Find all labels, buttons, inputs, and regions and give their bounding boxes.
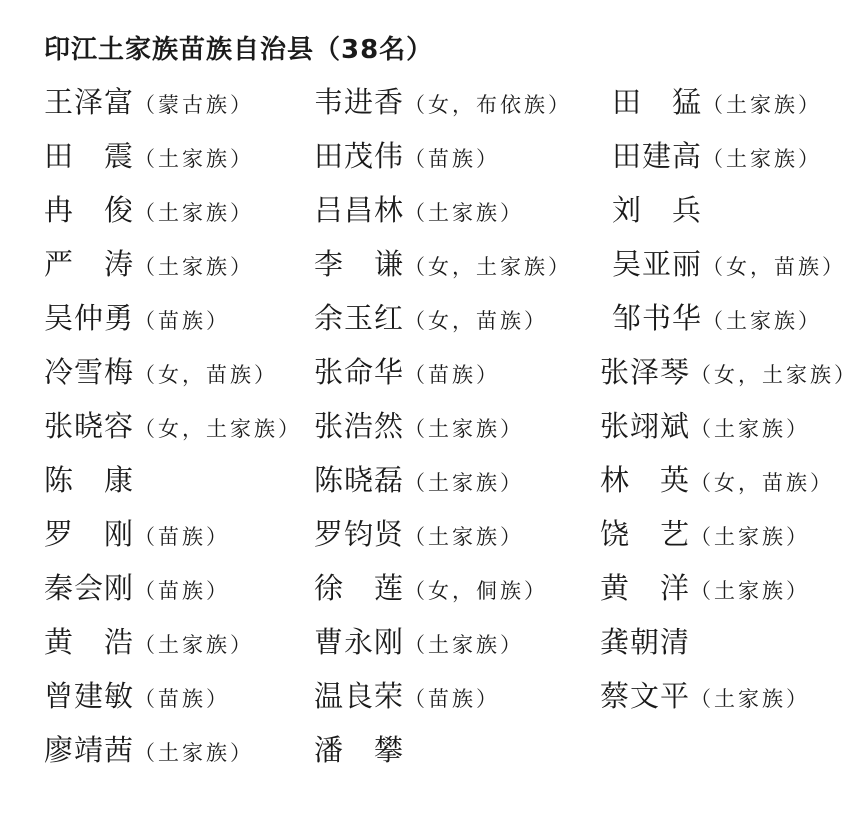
list-item bbox=[44, 733, 255, 767]
ethnicity-note: （土家族） bbox=[134, 633, 255, 657]
person-name: 徐 莲 bbox=[314, 571, 405, 605]
ethnicity-note: （苗族） bbox=[134, 309, 231, 333]
ethnicity-note: （女，苗族） bbox=[404, 309, 549, 333]
list-item bbox=[612, 301, 823, 335]
person-name: 蔡文平 bbox=[600, 679, 691, 713]
ethnicity-note: （苗族） bbox=[134, 579, 231, 603]
list-item bbox=[314, 463, 525, 497]
ethnicity-note: （土家族） bbox=[134, 255, 255, 279]
person-name: 龚朝清 bbox=[600, 625, 691, 659]
list-item bbox=[600, 463, 835, 497]
person-name: 张命华 bbox=[314, 355, 405, 389]
list-item bbox=[44, 409, 303, 443]
person-name: 张浩然 bbox=[314, 409, 405, 443]
ethnicity-note: （女，苗族） bbox=[690, 471, 835, 495]
list-item bbox=[612, 85, 823, 119]
list-item bbox=[600, 571, 811, 605]
name-row bbox=[0, 85, 862, 142]
list-item bbox=[600, 409, 811, 443]
ethnicity-note: （苗族） bbox=[134, 525, 231, 549]
person-name: 罗 刚 bbox=[44, 517, 135, 551]
person-name: 田 震 bbox=[44, 139, 135, 173]
ethnicity-note: （土家族） bbox=[690, 417, 811, 441]
list-item bbox=[314, 355, 501, 389]
list-item bbox=[600, 517, 811, 551]
name-row bbox=[0, 355, 862, 412]
person-name: 严 涛 bbox=[44, 247, 135, 281]
list-item bbox=[600, 355, 859, 389]
ethnicity-note: （土家族） bbox=[404, 471, 525, 495]
person-name: 冷雪梅 bbox=[44, 355, 135, 389]
ethnicity-note: （土家族） bbox=[702, 147, 823, 171]
person-name: 韦进香 bbox=[314, 85, 405, 119]
ethnicity-note: （土家族） bbox=[690, 579, 811, 603]
ethnicity-note: （苗族） bbox=[134, 687, 231, 711]
person-name: 林 英 bbox=[600, 463, 691, 497]
person-name: 温良荣 bbox=[314, 679, 405, 713]
name-row bbox=[0, 679, 862, 736]
list-item bbox=[612, 193, 703, 227]
list-item bbox=[314, 247, 573, 281]
ethnicity-note: （女，苗族） bbox=[702, 255, 847, 279]
person-name: 田 猛 bbox=[612, 85, 703, 119]
person-name: 张泽琴 bbox=[600, 355, 691, 389]
ethnicity-note: （土家族） bbox=[690, 525, 811, 549]
ethnicity-note: （土家族） bbox=[404, 417, 525, 441]
list-item bbox=[314, 733, 405, 767]
person-name: 黄 浩 bbox=[44, 625, 135, 659]
list-item bbox=[44, 571, 231, 605]
name-row bbox=[0, 193, 862, 250]
person-name: 曹永刚 bbox=[314, 625, 405, 659]
person-name: 田茂伟 bbox=[314, 139, 405, 173]
list-item bbox=[44, 517, 231, 551]
person-name: 饶 艺 bbox=[600, 517, 691, 551]
list-item bbox=[44, 247, 255, 281]
ethnicity-note: （土家族） bbox=[134, 201, 255, 225]
ethnicity-note: （土家族） bbox=[690, 687, 811, 711]
list-item bbox=[600, 679, 811, 713]
name-row bbox=[0, 139, 862, 196]
name-row bbox=[0, 463, 862, 520]
person-name: 吴仲勇 bbox=[44, 301, 135, 335]
ethnicity-note: （土家族） bbox=[134, 147, 255, 171]
person-name: 黄 洋 bbox=[600, 571, 691, 605]
name-row bbox=[0, 571, 862, 628]
person-name: 张晓容 bbox=[44, 409, 135, 443]
list-item bbox=[314, 679, 501, 713]
ethnicity-note: （女，布依族） bbox=[404, 93, 573, 117]
person-name: 邹书华 bbox=[612, 301, 703, 335]
person-name: 余玉红 bbox=[314, 301, 405, 335]
list-item bbox=[44, 85, 255, 119]
ethnicity-note: （土家族） bbox=[404, 201, 525, 225]
ethnicity-note: （土家族） bbox=[702, 93, 823, 117]
person-name: 冉 俊 bbox=[44, 193, 135, 227]
ethnicity-note: （苗族） bbox=[404, 147, 501, 171]
ethnicity-note: （土家族） bbox=[134, 741, 255, 765]
list-item bbox=[314, 625, 525, 659]
name-row bbox=[0, 247, 862, 304]
person-name: 潘 攀 bbox=[314, 733, 405, 767]
list-item bbox=[44, 193, 255, 227]
ethnicity-note: （女，苗族） bbox=[134, 363, 279, 387]
person-name: 刘 兵 bbox=[612, 193, 703, 227]
list-item bbox=[44, 139, 255, 173]
name-row bbox=[0, 409, 862, 466]
list-item bbox=[44, 625, 255, 659]
person-name: 罗钧贤 bbox=[314, 517, 405, 551]
list-item bbox=[600, 625, 691, 659]
ethnicity-note: （蒙古族） bbox=[134, 93, 255, 117]
name-row bbox=[0, 517, 862, 574]
ethnicity-note: （苗族） bbox=[404, 363, 501, 387]
ethnicity-note: （土家族） bbox=[404, 633, 525, 657]
page-title: 印江土家族苗族自治县（38名） bbox=[44, 35, 434, 65]
list-item bbox=[314, 139, 501, 173]
ethnicity-note: （土家族） bbox=[702, 309, 823, 333]
person-name: 曾建敏 bbox=[44, 679, 135, 713]
name-row bbox=[0, 301, 862, 358]
ethnicity-note: （女，侗族） bbox=[404, 579, 549, 603]
list-item bbox=[314, 571, 549, 605]
list-item bbox=[44, 355, 279, 389]
person-name: 田建高 bbox=[612, 139, 703, 173]
ethnicity-note: （女，土家族） bbox=[690, 363, 859, 387]
list-item bbox=[314, 301, 549, 335]
ethnicity-note: （女，土家族） bbox=[134, 417, 303, 441]
person-name: 秦会刚 bbox=[44, 571, 135, 605]
name-row bbox=[0, 733, 862, 790]
person-name: 张翊斌 bbox=[600, 409, 691, 443]
list-item bbox=[612, 139, 823, 173]
person-name: 王泽富 bbox=[44, 85, 135, 119]
ethnicity-note: （女，土家族） bbox=[404, 255, 573, 279]
list-item bbox=[314, 193, 525, 227]
ethnicity-note: （苗族） bbox=[404, 687, 501, 711]
ethnicity-note: （土家族） bbox=[404, 525, 525, 549]
person-name: 廖靖茜 bbox=[44, 733, 135, 767]
list-item bbox=[314, 409, 525, 443]
person-name: 李 谦 bbox=[314, 247, 405, 281]
person-name: 陈 康 bbox=[44, 463, 135, 497]
person-name: 吕昌林 bbox=[314, 193, 405, 227]
list-item bbox=[44, 679, 231, 713]
person-name: 陈晓磊 bbox=[314, 463, 405, 497]
person-name: 吴亚丽 bbox=[612, 247, 703, 281]
list-item bbox=[612, 247, 847, 281]
list-item bbox=[314, 85, 573, 119]
list-item bbox=[314, 517, 525, 551]
list-item bbox=[44, 463, 135, 497]
list-item bbox=[44, 301, 231, 335]
name-row bbox=[0, 625, 862, 682]
